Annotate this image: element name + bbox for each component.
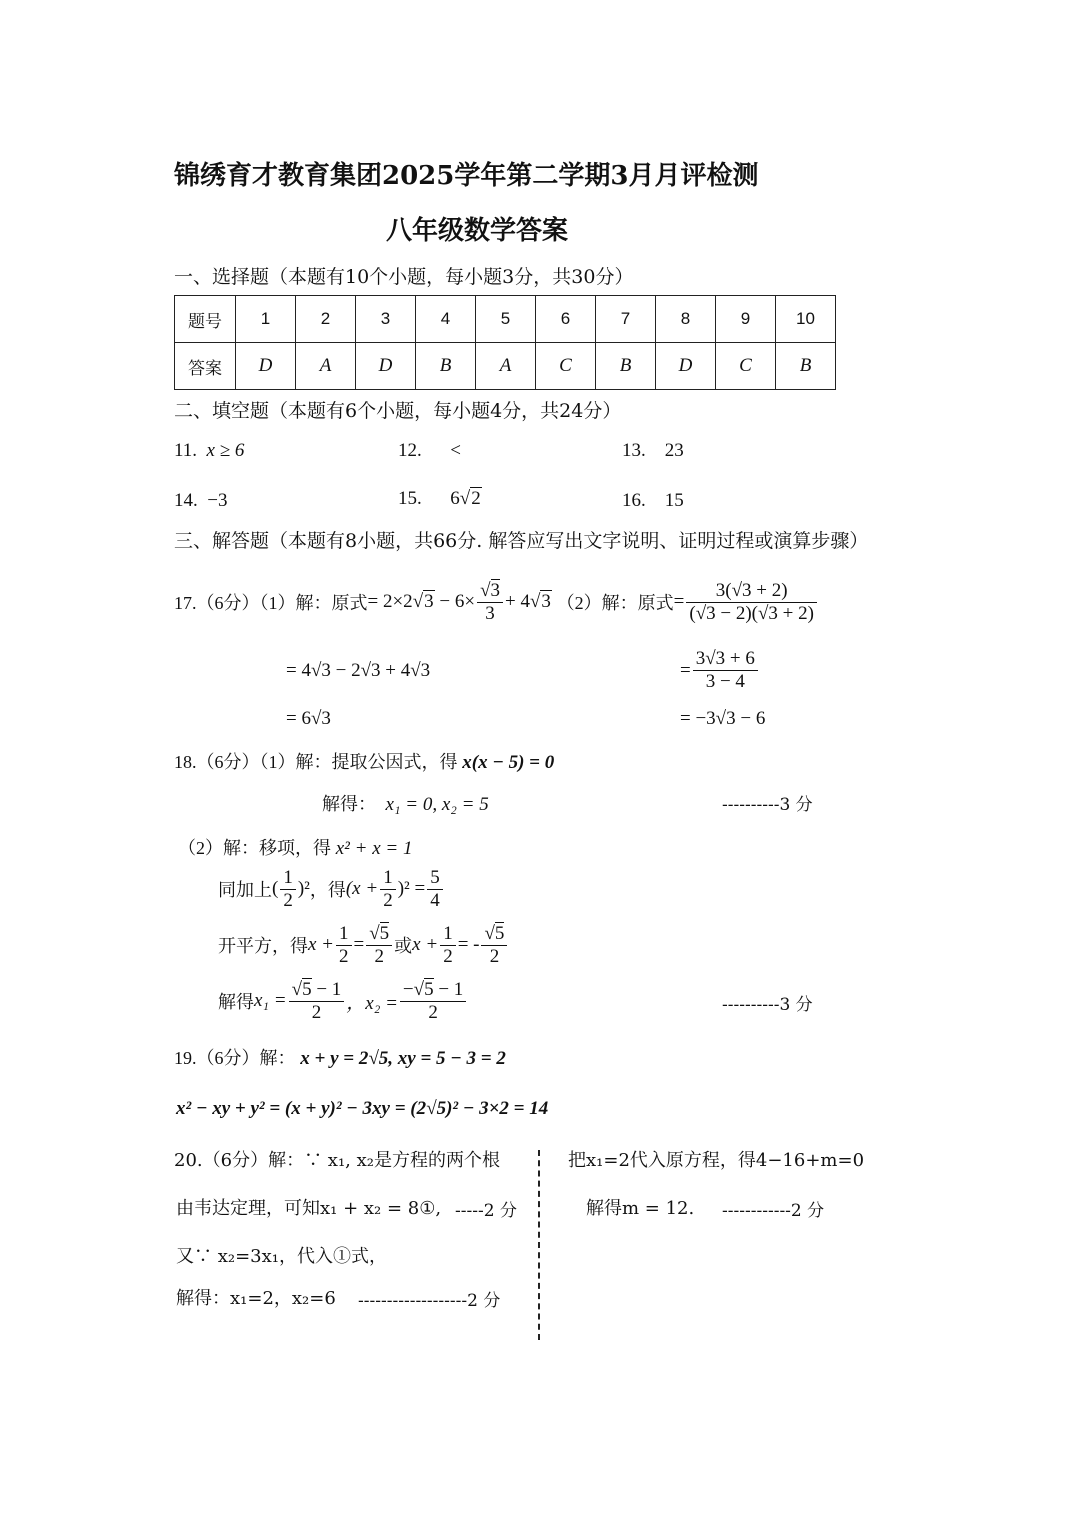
item-answer: −3	[207, 490, 228, 511]
table-cell: B	[416, 343, 476, 390]
table-cell: D	[236, 343, 296, 390]
q18-line1	[174, 748, 554, 774]
table-row-numbers	[175, 296, 836, 343]
item-answer: x ≥ 6	[206, 440, 245, 461]
q20-line3: 又∵ x₂=3x₁，代入①式，	[176, 1246, 387, 1267]
sqrt-symbol: √2	[459, 488, 481, 509]
doc-title: 锦绣育才教育集团2025学年第二学期3月月评检测	[174, 161, 759, 191]
sqrt-symbol: √3	[529, 591, 551, 612]
or-text: 或	[394, 936, 413, 956]
score-label: -------------------2 分	[358, 1291, 501, 1311]
table-cell: A	[296, 343, 356, 390]
q18-sol2	[218, 976, 468, 1026]
q18-label: 18.（6分）（1）解：提取公因式，得	[174, 752, 458, 772]
score-label: ------------2 分	[722, 1201, 825, 1221]
frac-num: 5	[427, 867, 443, 890]
fraction	[366, 923, 392, 968]
item-number: 14.	[174, 490, 198, 511]
table-cell: D	[356, 343, 416, 390]
section2-heading: 二、填空题（本题有6个小题，每小题4分，共24分）	[174, 400, 622, 422]
fraction	[289, 979, 345, 1024]
math-text: ，x₂ =	[346, 992, 398, 1014]
frac-den: 2	[311, 1001, 322, 1023]
item-answer: 15	[664, 490, 684, 511]
sqrt-symbol: √3	[412, 591, 434, 612]
frac-den: 3 − 4	[705, 671, 745, 692]
score-label: ----------3 分	[722, 795, 813, 815]
fraction	[481, 923, 507, 968]
frac-den: 2	[489, 945, 500, 967]
table-cell: 7	[596, 296, 656, 343]
radicand: 2	[471, 488, 481, 509]
table-header-cell: 题号	[175, 296, 236, 343]
q20-right-line2: 解得m = 12.	[586, 1198, 695, 1219]
math-text: )² =	[397, 878, 426, 899]
item-number: 12.	[398, 440, 422, 461]
table-cell: 9	[716, 296, 776, 343]
radicand: 3	[424, 591, 434, 612]
equals: =	[673, 591, 685, 612]
section3-heading: 三、解答题（本题有8小题，共66分. 解答应写出文字说明、证明过程或演算步骤）	[174, 530, 869, 552]
q17-line3: = 6√3	[286, 708, 331, 729]
item-answer: <	[450, 440, 461, 461]
frac-num: 1	[380, 867, 396, 890]
q17-line1	[174, 578, 819, 626]
frac-den: 4	[430, 889, 440, 911]
frac-num: √5	[481, 923, 507, 946]
frac-den: 2	[283, 889, 293, 911]
q17-part2-label: （2）解：原式	[556, 593, 674, 613]
item-number: 13.	[622, 440, 646, 461]
math-text: − 6×	[439, 591, 476, 612]
column-divider	[538, 1150, 540, 1340]
sol-label: 解得：	[322, 794, 376, 814]
item-number: 15.	[398, 488, 422, 509]
q20-line4: 解得：x₁=2，x₂=6	[176, 1288, 336, 1309]
fill-item-14	[174, 490, 227, 512]
step-label: 同加上	[218, 880, 272, 900]
table-cell: 2	[296, 296, 356, 343]
fill-item-16	[622, 490, 684, 512]
math-text: x₁ = 0, x₂ = 5	[385, 794, 489, 815]
table-cell: 3	[356, 296, 416, 343]
table-cell: 6	[536, 296, 596, 343]
frac-num: 1	[280, 867, 296, 890]
q19-line1	[174, 1044, 506, 1070]
equals: =	[680, 659, 691, 681]
q18-sol1	[322, 790, 489, 816]
fraction	[686, 580, 817, 625]
fraction	[336, 923, 352, 968]
table-cell: D	[656, 343, 716, 390]
paren: )²	[297, 878, 310, 899]
frac-den: 2	[383, 889, 393, 911]
table-cell: B	[776, 343, 836, 390]
table-cell: C	[536, 343, 596, 390]
q17-p2-line2	[680, 648, 760, 693]
table-cell: 8	[656, 296, 716, 343]
fill-item-15	[398, 488, 482, 510]
table-cell: C	[716, 343, 776, 390]
table-cell: B	[596, 343, 656, 390]
item-answer-coef: 6	[450, 488, 460, 509]
step-text: ，得	[309, 880, 346, 900]
frac-num: 3√3 + 6	[693, 648, 758, 671]
frac-den: 2	[443, 945, 453, 967]
frac-den: 3	[485, 602, 495, 624]
math-text: x² + x = 1	[335, 838, 413, 859]
frac-num: −√5 − 1	[400, 979, 466, 1002]
table-header-cell: 答案	[175, 343, 236, 390]
q19-label: 19.（6分）解：	[174, 1048, 296, 1068]
radicand: 5	[494, 922, 505, 944]
math-text: + 4	[505, 591, 530, 612]
step-label: 开平方，得	[218, 936, 308, 956]
table-cell: A	[476, 343, 536, 390]
fraction	[440, 923, 456, 968]
math-text: x +	[412, 934, 439, 955]
fill-item-13	[622, 440, 684, 462]
q18-sqrt-line	[218, 920, 509, 970]
q18-add-line	[218, 866, 445, 912]
radicand: 5	[424, 978, 434, 1000]
q18-p2-label: （2）解：移项，得	[178, 838, 331, 858]
fraction	[693, 648, 758, 693]
equals: =	[353, 934, 365, 955]
q17-label: 17.（6分）（1）解：原式	[174, 593, 368, 613]
score-label: ----------3 分	[722, 995, 813, 1015]
math-text: x(x − 5) = 0	[462, 752, 555, 773]
math-text: x + y = 2√5, xy = 5 − 3 = 2	[300, 1048, 506, 1069]
math-text: (x +	[345, 878, 379, 899]
frac-den: 2	[339, 945, 349, 967]
frac-num: √5	[366, 923, 392, 946]
equals: = -	[457, 934, 480, 955]
doc-subtitle: 八年级数学答案	[386, 216, 569, 246]
table-cell: 4	[416, 296, 476, 343]
radicand: 3	[490, 579, 500, 601]
frac-den: 2	[374, 945, 384, 967]
radicand: 5	[302, 978, 312, 1000]
frac-den: 2	[428, 1001, 438, 1023]
q20-right-line1: 把x₁=2代入原方程，得4−16+m=0	[568, 1150, 865, 1171]
frac-num: 1	[336, 923, 352, 946]
table-cell: 1	[236, 296, 296, 343]
q17-p2-line3: = −3√3 − 6	[680, 708, 766, 729]
math-text: x₁ =	[254, 990, 287, 1011]
frac-num: √3	[477, 580, 503, 603]
q19-line2: x² − xy + y² = (x + y)² − 3xy = (2√5)² − 3×2 = 14	[176, 1098, 549, 1119]
paren: (	[272, 878, 279, 899]
fraction	[280, 867, 296, 912]
fraction	[380, 867, 396, 912]
frac-num: √5 − 1	[289, 979, 345, 1002]
fill-item-11	[174, 440, 244, 462]
fraction	[400, 979, 466, 1024]
section1-heading: 一、选择题（本题有10个小题，每小题3分，共30分）	[174, 266, 634, 288]
fraction	[477, 580, 503, 625]
q18-p2	[178, 834, 412, 860]
table-row-answers	[175, 343, 836, 390]
math-text: = 2×2	[367, 591, 413, 612]
radicand: 5	[379, 922, 390, 944]
q20-line1: 20.（6分）解：∵ x₁, x₂是方程的两个根	[174, 1150, 500, 1171]
fraction	[427, 867, 443, 912]
q17-line2: = 4√3 − 2√3 + 4√3	[286, 660, 431, 681]
table-cell: 5	[476, 296, 536, 343]
frac-num: 3(√3 + 2)	[686, 580, 817, 603]
frac-den: (√3 − 2)(√3 + 2)	[689, 602, 814, 624]
frac-num: 1	[440, 923, 456, 946]
score-label: -----2 分	[455, 1201, 517, 1221]
table-cell: 10	[776, 296, 836, 343]
sol-label: 解得	[218, 992, 254, 1012]
item-number: 11.	[174, 440, 198, 461]
item-answer: 23	[664, 440, 684, 461]
math-text: x +	[308, 934, 335, 955]
radicand: 3	[541, 591, 551, 612]
answer-table	[174, 295, 836, 390]
q20-line2: 由韦达定理，可知x₁ + x₂ = 8①,	[176, 1198, 442, 1219]
fill-item-12	[398, 440, 461, 462]
item-number: 16.	[622, 490, 646, 511]
